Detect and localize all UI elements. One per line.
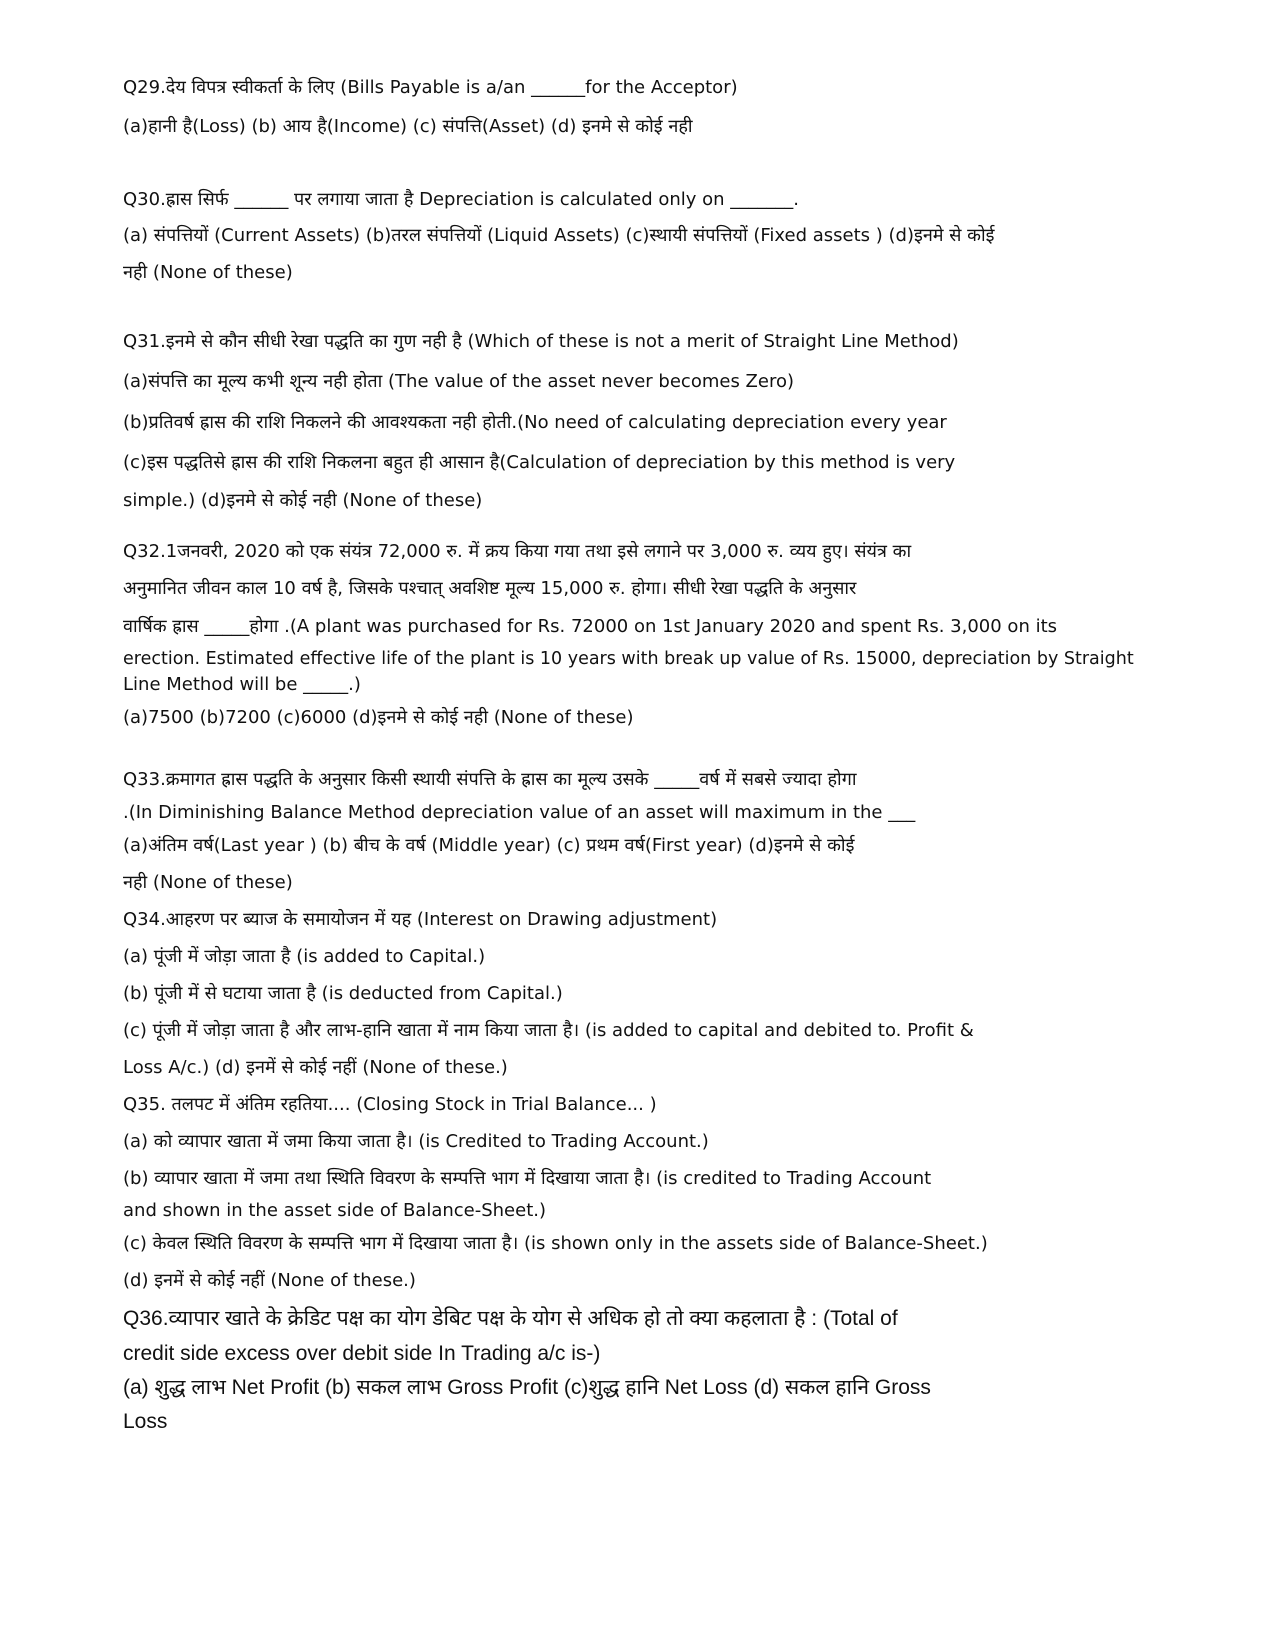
q35-option-c: (c) केवल स्थिति विवरण के सम्पत्ति भाग में दिखाया जाता है। (is shown only in the assets side of Balance-Sheet.) [123,1233,988,1254]
q32-question-line-1: Q32.1जनवरी, 2020 को एक संयंत्र 72,000 रु. में क्रय किया गया तथा इसे लगाने पर 3,000 रु. व्यय हुए। संयंत्र का [123,541,912,562]
q32-question-line-2: अनुमानित जीवन काल 10 वर्ष है, जिसके पश्चात् अवशिष्ट मूल्य 15,000 रु. होगा। सीधी रेखा पद्धति के अनुसार [123,578,857,599]
q33-options: (a)अंतिम वर्ष(Last year ) (b) बीच के वर्ष (Middle year) (c) प्रथम वर्ष(First year) (d)इनमे से कोई [123,835,855,856]
q34-option-c-cont: Loss A/c.) (d) इनमें से कोई नहीं (None of these.) [123,1057,508,1078]
q32-options: (a)7500 (b)7200 (c)6000 (d)इनमे से कोई नही (None of these) [123,707,634,728]
q35-option-b-cont: and shown in the asset side of Balance-Sheet.) [123,1200,547,1221]
q31-option-c-cont: simple.) (d)इनमे से कोई नही (None of these) [123,490,483,511]
q34-option-c: (c) पूंजी में जोड़ा जाता है और लाभ-हानि खाता में नाम किया जाता है। (is added to capital and debited to. Profit & [123,1020,974,1041]
q36-question-line-2: credit side excess over debit side In Trading a/c is-) [123,1342,601,1365]
q34-question: Q34.आहरण पर ब्याज के समायोजन में यह (Interest on Drawing adjustment) [123,909,718,930]
q32-question-line-3: वार्षिक ह्रास _____होगा .(A plant was purchased for Rs. 72000 on 1st January 2020 and spent Rs. 3,000 on its [123,616,1058,637]
q31-option-b: (b)प्रतिवर्ष ह्रास की राशि निकलने की आवश्यकता नही होती.(No need of calculating depreciation every year [123,412,947,433]
q33-options-cont: नही (None of these) [123,872,293,893]
q32-question-line-5: Line Method will be _____.) [123,674,361,695]
q34-option-a: (a) पूंजी में जोड़ा जाता है (is added to Capital.) [123,946,486,967]
q36-options: (a) शुद्ध लाभ Net Profit (b) सकल लाभ Gross Profit (c)शुद्ध हानि Net Loss (d) सकल हानि Gross [123,1376,931,1399]
q35-option-d: (d) इनमें से कोई नहीं (None of these.) [123,1270,416,1291]
q34-option-b: (b) पूंजी में से घटाया जाता है (is deducted from Capital.) [123,983,563,1004]
q32-question-line-4: erection. Estimated effective life of the plant is 10 years with break up value of Rs. 15000, depreciation by Straight [123,649,1134,669]
q29-question: Q29.देय विपत्र स्वीकर्ता के लिए (Bills Payable is a/an ______for the Acceptor) [123,77,738,98]
q33-question-line-1: Q33.क्रमागत ह्रास पद्धति के अनुसार किसी स्थायी संपत्ति के ह्रास का मूल्य उसके _____वर्ष में सबसे ज्यादा होगा [123,769,857,790]
q31-option-a: (a)संपत्ति का मूल्य कभी शून्य नही होता (The value of the asset never becomes Zero) [123,371,794,392]
q31-option-c: (c)इस पद्धतिसे ह्रास की राशि निकलना बहुत ही आसान है(Calculation of depreciation by this method is very [123,452,956,473]
q31-question: Q31.इनमे से कौन सीधी रेखा पद्धति का गुण नही है (Which of these is not a merit of Straight Line Method) [123,331,959,352]
q35-option-b: (b) व्यापार खाता में जमा तथा स्थिति विवरण के सम्पत्ति भाग में दिखाया जाता है। (is credited to Trading Account [123,1168,932,1189]
q33-question-line-2: .(In Diminishing Balance Method depreciation value of an asset will maximum in the ___ [123,802,916,823]
q35-option-a: (a) को व्यापार खाता में जमा किया जाता है। (is Credited to Trading Account.) [123,1131,709,1152]
q36-options-cont: Loss [123,1410,168,1433]
q30-options-cont: नही (None of these) [123,262,293,283]
q30-question: Q30.ह्रास सिर्फ ______ पर लगाया जाता है Depreciation is calculated only on _______. [123,189,799,210]
q30-options: (a) संपत्तियों (Current Assets) (b)तरल संपत्तियों (Liquid Assets) (c)स्थायी संपत्तियों (Fixed assets ) (d)इनमे से कोई [123,225,995,246]
q29-options: (a)हानी है(Loss) (b) आय है(Income) (c) संपत्ति(Asset) (d) इनमे से कोई नही [123,116,693,137]
q35-question: Q35. तलपट में अंतिम रहतिया.... (Closing Stock in Trial Balance... ) [123,1094,657,1115]
q36-question-line-1: Q36.व्यापार खाते के क्रेडिट पक्ष का योग डेबिट पक्ष के योग से अधिक हो तो क्या कहलाता है : (Total of [123,1307,898,1330]
